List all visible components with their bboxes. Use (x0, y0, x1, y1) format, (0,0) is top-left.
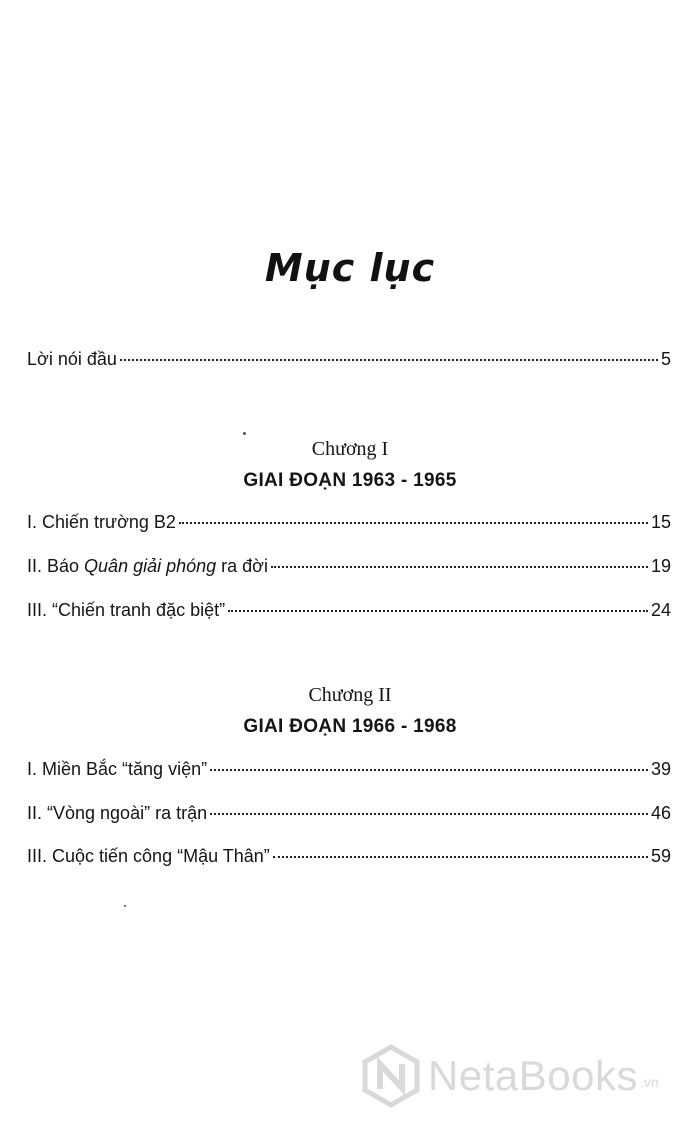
dot-leader (228, 609, 648, 612)
toc-entry-label-italic: Quân giải phóng (84, 556, 217, 576)
toc-entry-page: 19 (650, 556, 671, 576)
scan-speck (243, 432, 246, 435)
toc-entry-label (27, 556, 268, 577)
toc-entry-page: 15 (650, 512, 671, 532)
toc-entry-label: III. Cuộc tiến công “Mậu Thân” (27, 846, 270, 866)
toc-entry-page: 24 (650, 600, 671, 620)
scan-speck (124, 905, 126, 907)
toc-entry-2-3 (27, 846, 671, 874)
dot-leader (179, 521, 648, 524)
dot-leader (120, 358, 658, 361)
toc-entry-label-suffix: ra đời (216, 556, 268, 576)
toc-entry-1-2 (27, 556, 671, 584)
dot-leader (210, 812, 648, 815)
toc-entry-2-2 (27, 803, 671, 831)
toc-title: Mục lục (264, 246, 436, 290)
dot-leader (273, 855, 648, 858)
toc-entry-2-1 (27, 759, 671, 787)
toc-entry-label: I. Miền Bắc “tăng viện” (27, 759, 208, 779)
watermark-brand: NetaBooks (428, 1052, 638, 1099)
toc-entry-label: Lời nói đầu (27, 349, 117, 369)
watermark (362, 1040, 692, 1112)
chapter-2-name: Chương II (308, 684, 392, 706)
toc-entry-label: II. “Vòng ngoài” ra trận (27, 803, 208, 823)
toc-entry-label: III. “Chiến tranh đặc biệt” (27, 600, 226, 620)
chapter-1-period: GIAI ĐOẠN 1963 - 1965 (243, 470, 457, 491)
chapter-1-name: Chương I (311, 438, 389, 460)
toc-entry-1-3 (27, 600, 671, 628)
chapter-2-period: GIAI ĐOẠN 1966 - 1968 (243, 716, 457, 737)
dot-leader (271, 565, 648, 568)
dot-leader (210, 768, 648, 771)
toc-entry-label: I. Chiến trường B2 (27, 512, 176, 532)
toc-entry-preface (27, 349, 671, 377)
toc-entry-page: 46 (650, 803, 671, 823)
watermark-suffix: .vn (639, 1074, 659, 1090)
toc-entry-page: 39 (650, 759, 671, 779)
toc-entry-label-prefix: II. Báo (27, 556, 85, 576)
toc-entry-page: 5 (660, 349, 671, 369)
toc-entry-1-1 (27, 512, 671, 540)
toc-entry-page: 59 (650, 846, 671, 866)
netabooks-logo-icon (362, 1044, 420, 1108)
